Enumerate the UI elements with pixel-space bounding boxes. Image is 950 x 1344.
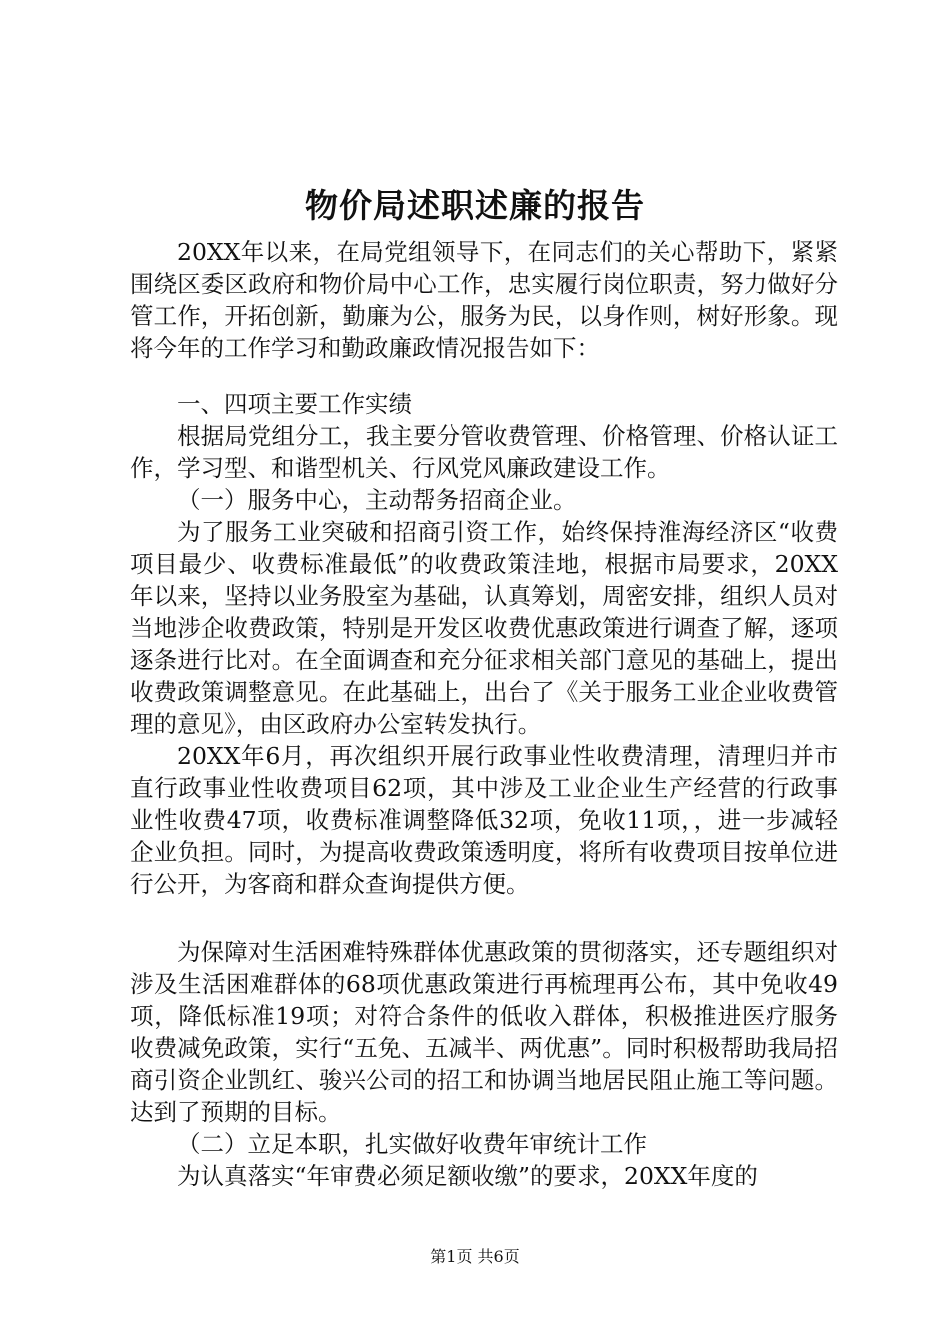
page-footer: 第1页 共6页	[430, 1247, 520, 1266]
paragraph-responsibilities: 根据局党组分工，我主要分管收费管理、价格管理、价格认证工作，学习型、和谐型机关、行风党风廉政建设工作。	[130, 422, 838, 482]
paragraph-fee-cleanup: 20XX年6月，再次组织开展行政事业性收费清理，清理归并市直行政事业性收费项目62项，其中涉及工业企业生产经营的行政事业性收费47项，收费标准调整降低32项，免收11项，，进一步减轻企业负担。同时，为提高收费政策透明度，将所有收费项目按单位进行公开，为客商和群众查询提供方便。	[130, 742, 838, 898]
document-title: 物价局述职述廉的报告	[305, 186, 645, 225]
paragraph-special-groups: 为保障对生活困难特殊群体优惠政策的贯彻落实，还专题组织对涉及生活困难群体的68项优惠政策进行再梳理再公布，其中免收49项，降低标准19项；对符合条件的低收入群体，积极推进医疗服务收费减免政策，实行“五免、五减半、两优惠”。同时积极帮助我局招商引资企业凯红、骏兴公司的招工和协调当地居民阻止施工等问题。达到了预期的目标。	[130, 938, 838, 1126]
document-body	[130, 236, 838, 1192]
paragraph-annual-review: 为认真落实“年审费必须足额收缴”的要求，20XX年度的	[177, 1162, 758, 1190]
subsection-heading-2: （二）立足本职，扎实做好收费年审统计工作	[177, 1130, 647, 1158]
paragraph-fee-policy: 为了服务工业突破和招商引资工作，始终保持淮海经济区“收费项目最少、收费标准最低”的收费政策洼地，根据市局要求，20XX年以来，坚持以业务股室为基础，认真筹划，周密安排，组织人员对当地涉企收费政策，特别是开发区收费优惠政策进行调查了解，逐项逐条进行比对。在全面调查和充分征求相关部门意见的基础上，提出收费政策调整意见。在此基础上，出台了《关于服务工业企业收费管理的意见》，由区政府办公室转发执行。	[130, 518, 838, 738]
subsection-heading-1: （一）服务中心，主动帮务招商企业。	[177, 486, 577, 514]
section-heading-main-achievements: 一、四项主要工作实绩	[177, 390, 412, 418]
paragraph-intro: 20XX年以来，在局党组领导下，在同志们的关心帮助下，紧紧围绕区委区政府和物价局中心工作，忠实履行岗位职责，努力做好分管工作，开拓创新，勤廉为公，服务为民，以身作则，树好形象。现将今年的工作学习和勤政廉政情况报告如下：	[130, 238, 838, 362]
